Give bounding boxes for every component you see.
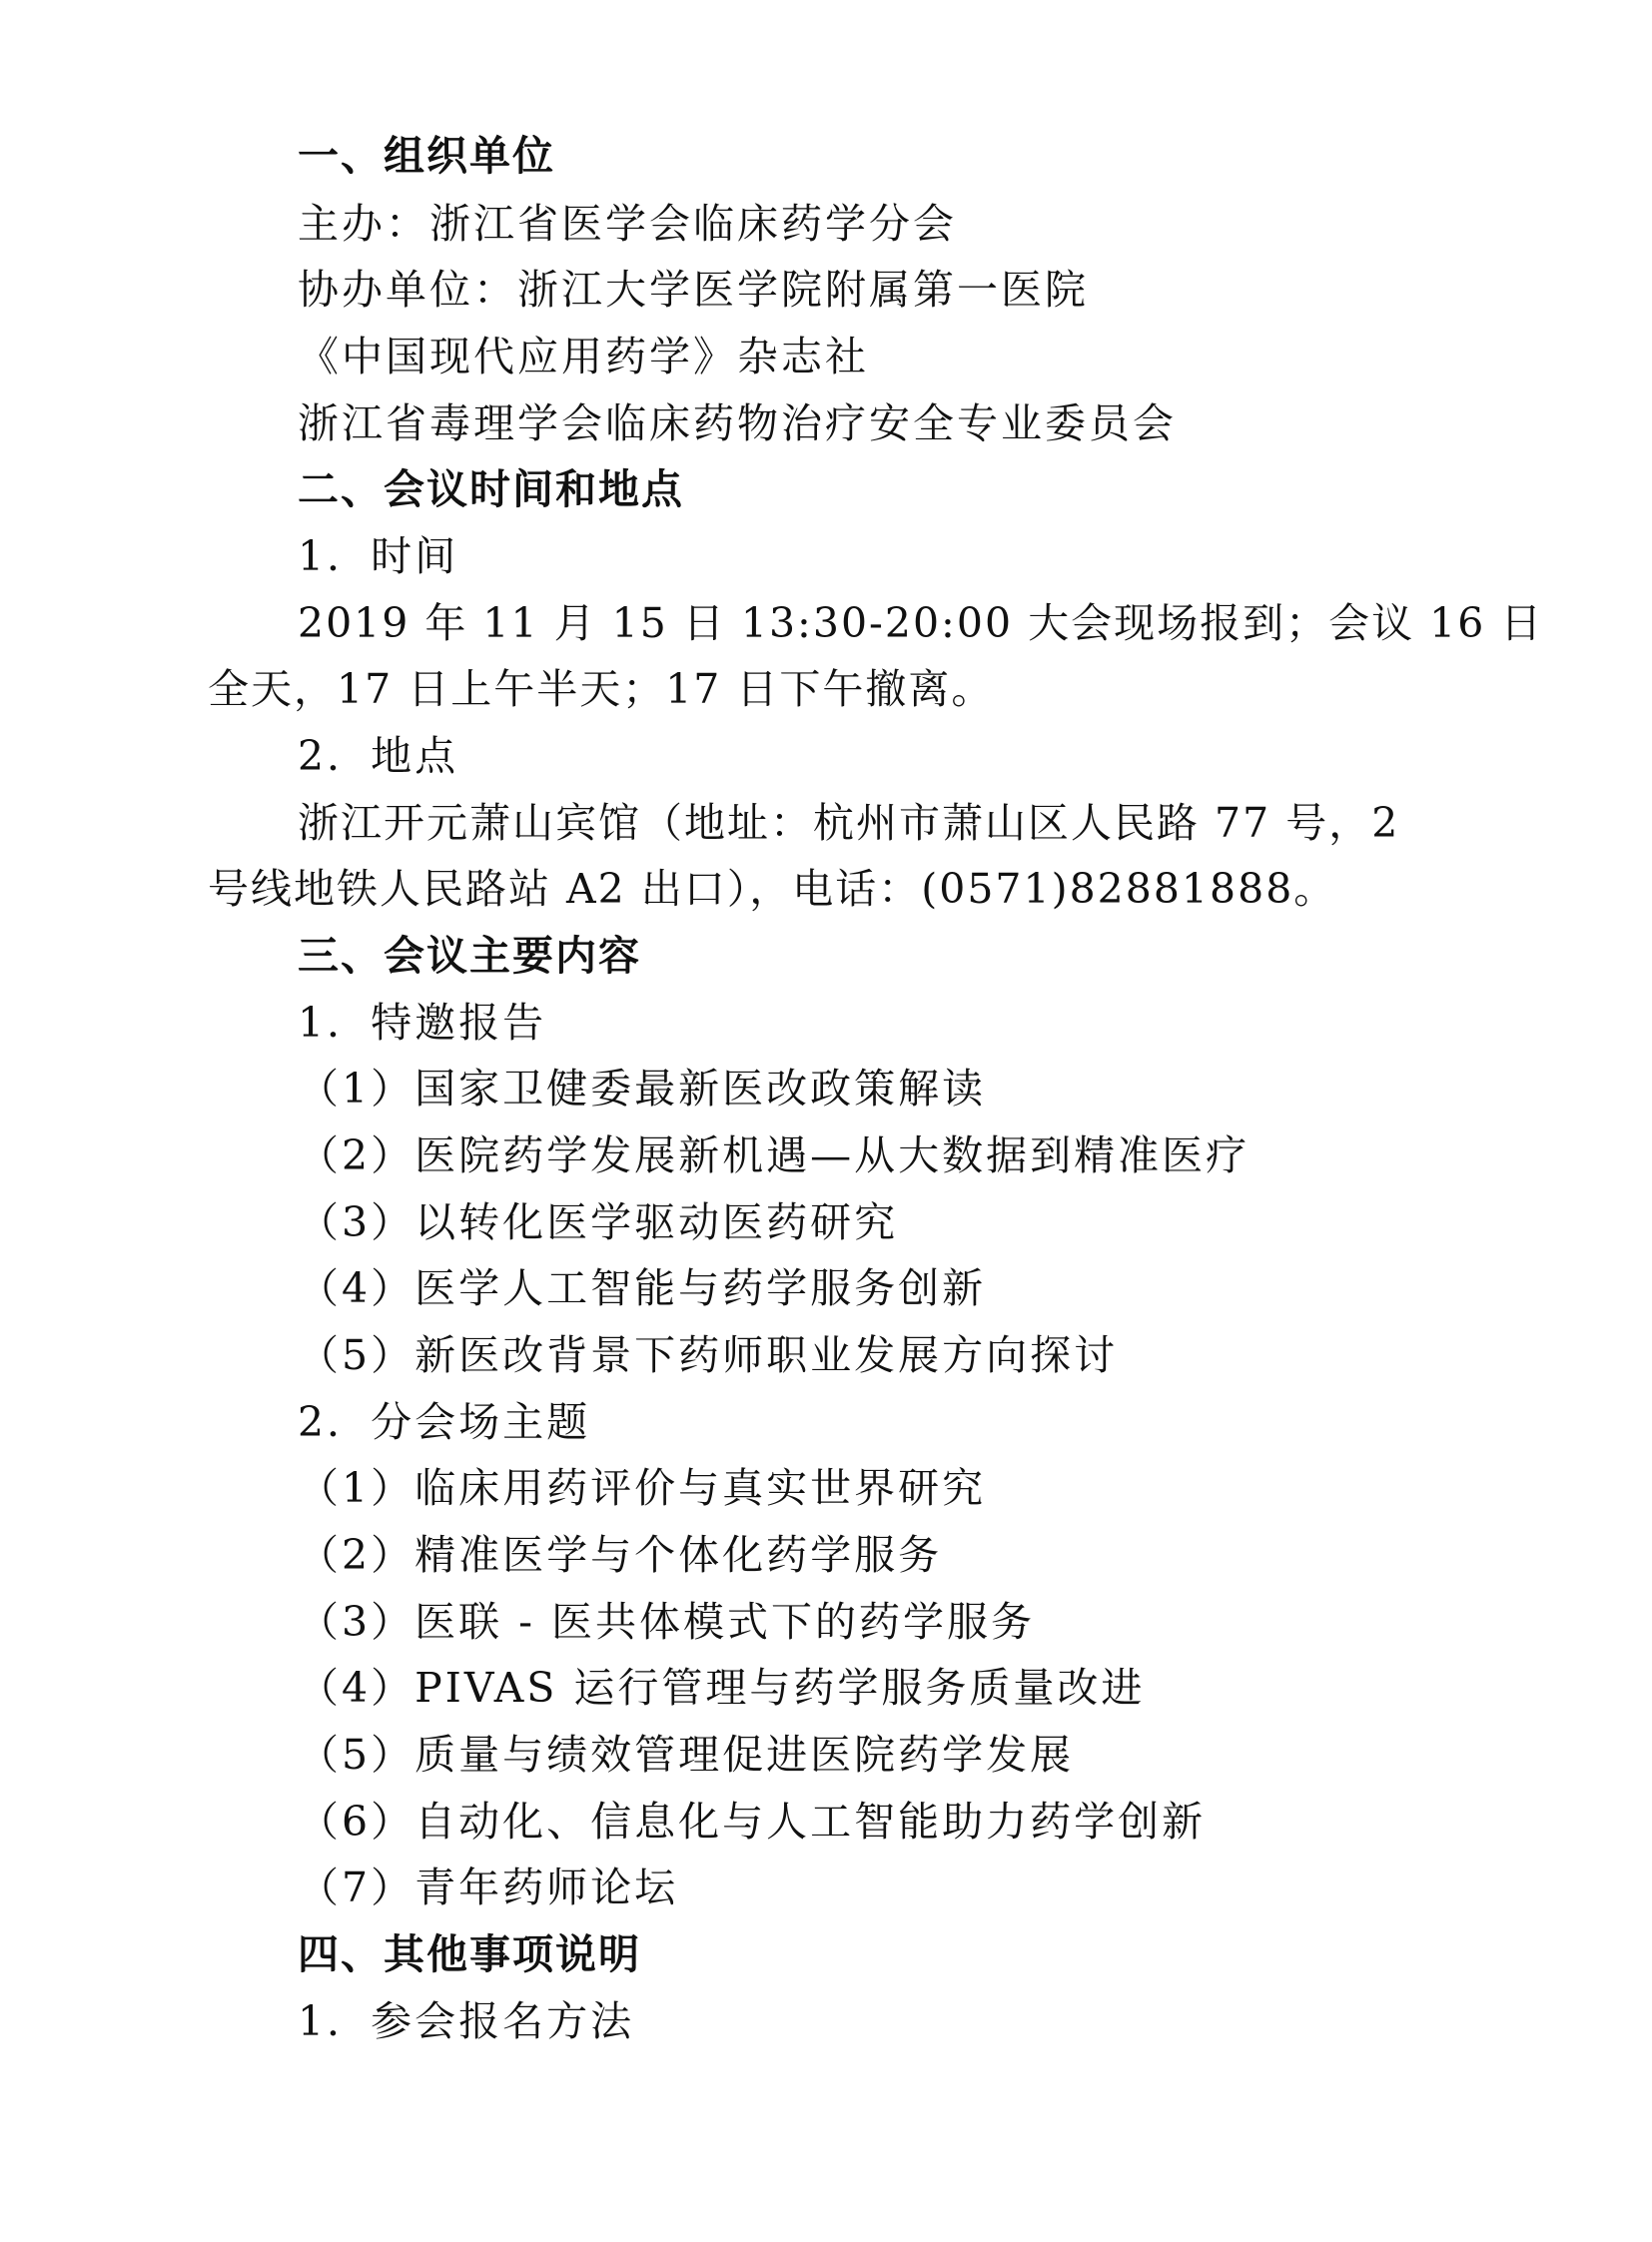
co-organizer-line: 协办单位：浙江大学医学院附属第一医院 (298, 266, 1089, 314)
report-item: （1）国家卫健委最新医改政策解读 (298, 1065, 987, 1113)
section-heading-other-matters: 四、其他事项说明 (298, 1930, 641, 1978)
topic-item: （7）青年药师论坛 (298, 1864, 679, 1911)
reports-label: 1．特邀报告 (298, 999, 547, 1047)
co-organizer-line-3: 浙江省毒理学会临床药物治疗安全专业委员会 (298, 399, 1177, 447)
time-text-line-1: 2019 年 11 月 15 日 13:30-20:00 大会现场报到；会议 16 日 (298, 599, 1544, 647)
place-label: 2．地点 (298, 732, 459, 780)
place-text-line-2: 号线地铁人民路站 A2 出口），电话：(0571)82881888。 (208, 865, 1337, 913)
co-organizer-line-2: 《中国现代应用药学》杂志社 (298, 333, 869, 380)
section-heading-organizers: 一、组织单位 (298, 132, 555, 180)
topic-item: （6）自动化、信息化与人工智能助力药学创新 (298, 1798, 1207, 1846)
signup-label: 1．参会报名方法 (298, 1997, 635, 2045)
time-text-line-2: 全天，17 日上午半天；17 日下午撤离。 (208, 665, 995, 713)
section-heading-main-content: 三、会议主要内容 (298, 932, 641, 980)
report-item: （2）医院药学发展新机遇—从大数据到精准医疗 (298, 1131, 1250, 1179)
topic-item: （1）临床用药评价与真实世界研究 (298, 1464, 987, 1512)
host-line: 主办：浙江省医学会临床药学分会 (298, 200, 957, 248)
place-text-line-1: 浙江开元萧山宾馆（地址：杭州市萧山区人民路 77 号，2 (298, 799, 1400, 847)
report-item: （3）以转化医学驱动医药研究 (298, 1198, 899, 1246)
topics-label: 2．分会场主题 (298, 1398, 591, 1446)
topic-item: （2）精准医学与个体化药学服务 (298, 1531, 943, 1579)
topic-item: （5）质量与绩效管理促进医院药学发展 (298, 1731, 1075, 1779)
report-item: （4）医学人工智能与药学服务创新 (298, 1264, 987, 1312)
topic-item: （3）医联 - 医共体模式下的药学服务 (298, 1598, 1036, 1646)
topic-item: （4）PIVAS 运行管理与药学服务质量改进 (298, 1664, 1146, 1712)
report-item: （5）新医改背景下药师职业发展方向探讨 (298, 1331, 1119, 1379)
section-heading-time-place: 二、会议时间和地点 (298, 465, 684, 513)
time-label: 1．时间 (298, 532, 459, 580)
